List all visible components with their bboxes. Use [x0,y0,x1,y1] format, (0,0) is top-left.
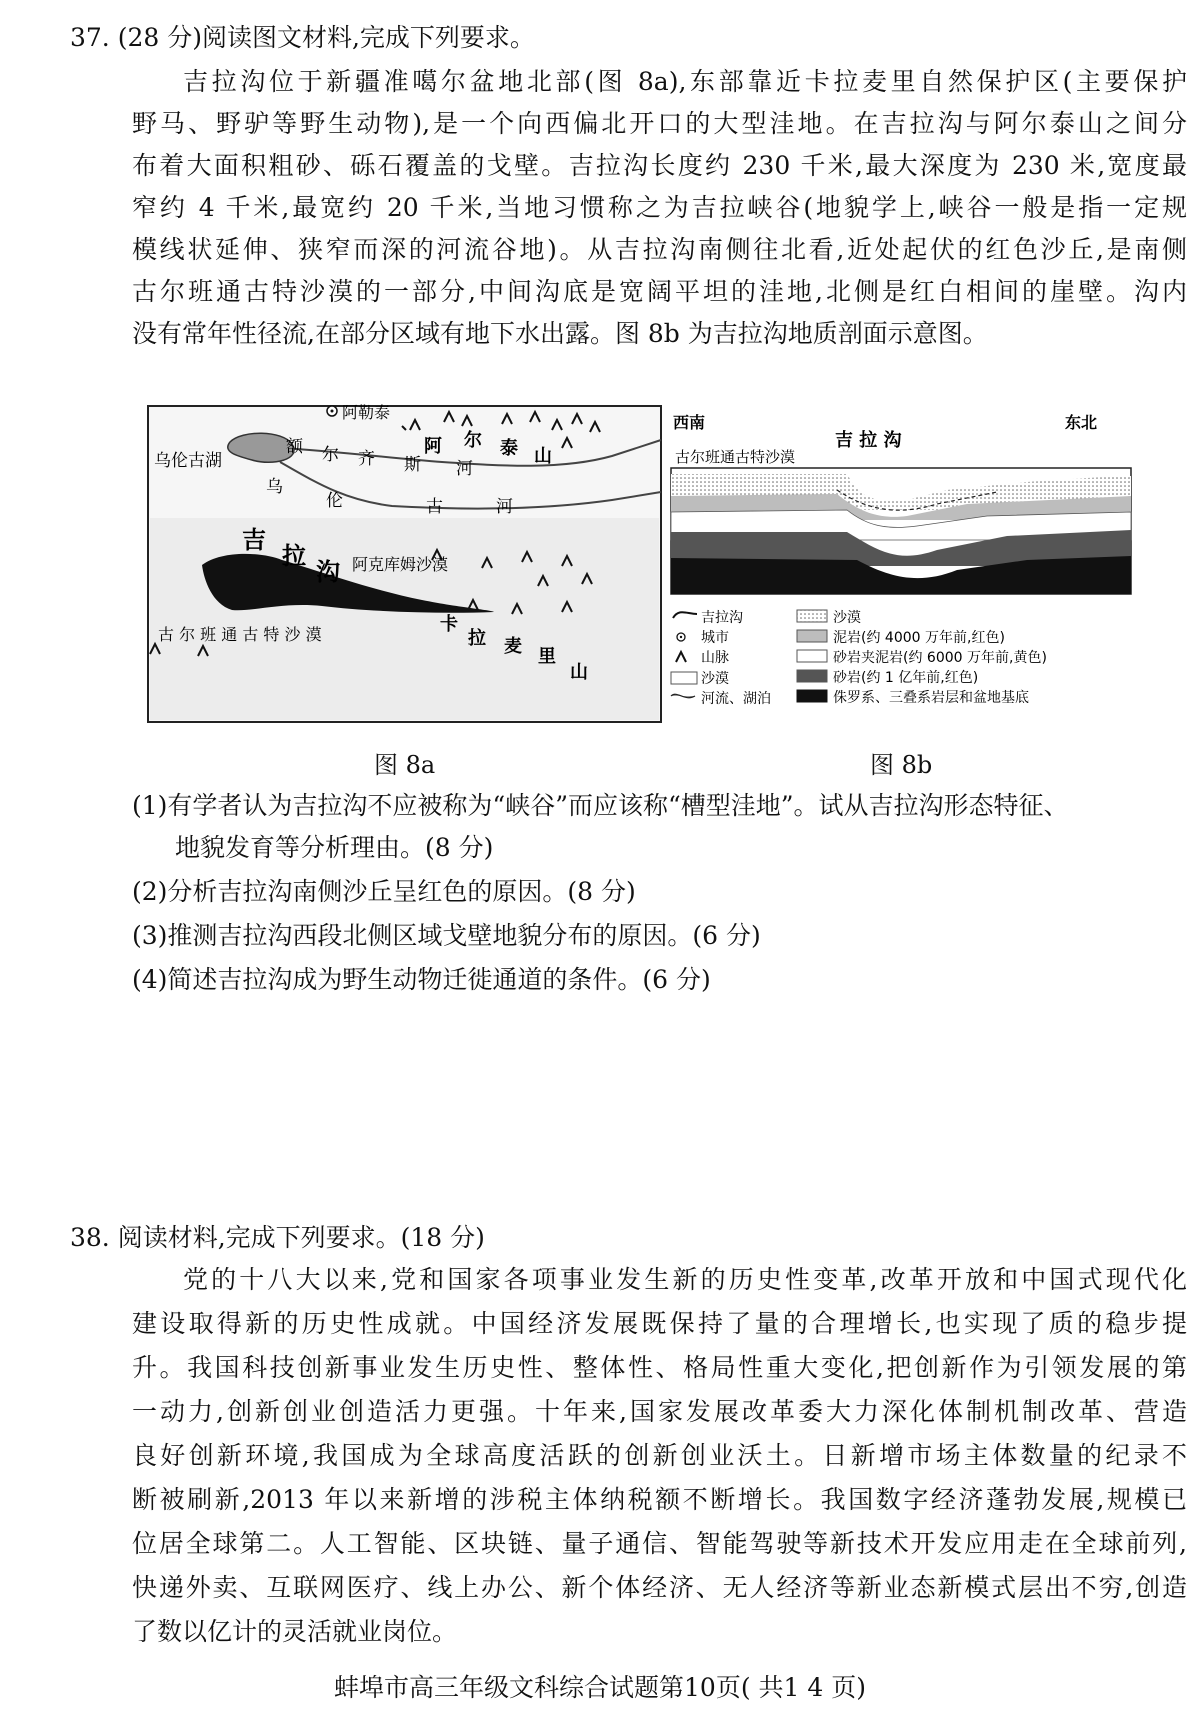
label-erqisi: 额 [286,437,303,457]
question-38-heading: 38. 阅读材料,完成下列要求。(18 分) [70,1223,485,1252]
q38-paragraph-line: 断被刷新,2013 年以来新增的涉税主体纳税额不断增长。我国数字经济蓬勃发展,规模已 [132,1485,1187,1514]
q37-subquestion: 地貌发育等分析理由。(8 分) [175,833,494,862]
label-wulungu-lake: 乌伦古湖 [154,451,222,471]
q38-paragraph-line: 一动力,创新创业创造活力更强。十年来,国家发展改革委大力深化体制机制改革、营造 [132,1397,1187,1426]
legend-river-lake-icon [671,694,695,697]
desert-area [150,518,659,720]
figure-8b-caption: 图 8b [870,751,933,779]
q37-subquestion: (2)分析吉拉沟南侧沙丘呈红色的原因。(8 分) [132,877,636,906]
q37-paragraph-line: 模线状延伸、狭窄而深的河流谷地)。从吉拉沟南侧往北看,近处起伏的红色沙丘,是南侧 [132,235,1187,264]
q38-paragraph-line: 了数以亿计的灵活就业岗位。 [132,1617,458,1646]
legend-sandstone: 砂岩(约 1 亿年前,红色) [833,670,979,686]
legend [671,609,1047,707]
figure-8b-profile [667,400,1142,730]
legend-sand: 沙漠 [833,610,861,626]
figure-8a-caption: 图 8a [374,751,436,779]
label-jilagou-profile: 吉 拉 沟 [835,430,902,451]
q38-paragraph-line: 快递外卖、互联网医疗、线上办公、新个体经济、无人经济等新业态新模式层出不穷,创造 [132,1573,1187,1602]
legend-jilagou-icon [673,612,697,618]
label-erqisi: 斯 [404,455,421,475]
label-kalamaili: 里 [538,646,556,667]
label-aletai: 阿勒泰 [342,403,391,422]
q38-paragraph-line: 位居全球第二。人工智能、区块链、量子通信、智能驾驶等新技术开发应用走在全球前列, [132,1529,1187,1558]
legend-sand-icon [797,610,827,622]
label-erqisi: 尔 [322,445,339,465]
q37-paragraph-line: 窄约 4 千米,最宽约 20 千米,当地习惯称之为吉拉峡谷(地貌学上,峡谷一般是指一定规 [132,193,1187,222]
q37-paragraph-line: 吉拉沟位于新疆准噶尔盆地北部(图 8a),东部靠近卡拉麦里自然保护区(主要保护 [183,67,1187,96]
label-altai: 阿 [424,436,442,457]
label-wulungu-river: 古 [426,497,443,517]
label-desert-profile: 古尔班通古特沙漠 [675,448,796,466]
q38-paragraph-line: 建设取得新的历史性成就。中国经济发展既保持了量的合理增长,也实现了质的稳步提 [132,1309,1187,1338]
q37-subquestion: (4)简述吉拉沟成为野生动物迁徙通道的条件。(6 分) [132,965,711,994]
label-erqisi: 河 [456,459,473,479]
legend-mudstone: 泥岩(约 4000 万年前,红色) [833,630,1005,646]
label-jilagou: 沟 [316,558,340,586]
legend-jurassic: 侏罗系、三叠系岩层和盆地基底 [833,690,1029,706]
label-akekumu: 阿克库姆沙漠 [352,555,449,574]
legend-mudstone-icon [797,630,827,642]
city-icon-dot [331,410,334,413]
q37-paragraph-line: 野马、野驴等野生动物),是一个向西偏北开口的大型洼地。在吉拉沟与阿尔泰山之间分 [132,109,1187,138]
legend-jurassic-icon [797,690,827,702]
label-wulungu-river: 河 [496,497,513,517]
q37-subquestion: (3)推测吉拉沟西段北侧区域戈壁地貌分布的原因。(6 分) [132,921,761,950]
legend-desert: 沙漠 [701,671,729,687]
label-erqisi: 齐 [358,449,375,469]
legend-mountain: 山脉 [701,650,729,666]
figure-8a-map [142,400,667,730]
legend-city: 城市 [701,630,729,646]
q38-paragraph-line: 升。我国科技创新事业发生历史性、整体性、格局性重大变化,把创新作为引领发展的第 [132,1353,1187,1382]
page-footer: 蚌埠市高三年级文科综合试题第10页( 共1 4 页) [334,1673,866,1702]
legend-city-icon-dot [680,636,682,638]
legend-river-lake: 河流、湖泊 [701,691,771,707]
label-wulungu-river: 乌 [266,477,283,497]
label-kalamaili: 拉 [468,628,486,649]
label-southwest: 西南 [673,413,706,432]
legend-mountain-icon [676,652,686,662]
label-altai: 泰 [500,438,518,459]
legend-jilagou: 吉拉沟 [701,610,743,626]
q37-subquestion: (1)有学者认为吉拉沟不应被称为“峡谷”而应该称“槽型洼地”。试从吉拉沟形态特征、 [132,791,1069,820]
q38-paragraph-line: 良好创新环境,我国成为全球高度活跃的创新创业沃土。日新增市场主体数量的纪录不 [132,1441,1187,1470]
label-altai: 尔 [464,430,482,451]
q37-paragraph-line: 没有常年性径流,在部分区域有地下水出露。图 8b 为吉拉沟地质剖面示意图。 [132,319,988,348]
question-37-heading: 37. (28 分)阅读图文材料,完成下列要求。 [70,23,535,52]
q38-paragraph-line: 党的十八大以来,党和国家各项事业发生新的历史性变革,改革开放和中国式现代化 [183,1265,1187,1294]
label-jilagou: 拉 [282,542,306,570]
label-northeast: 东北 [1065,413,1098,432]
label-kalamaili: 山 [570,662,588,683]
label-kalamaili: 卡 [440,614,458,635]
label-jilagou: 吉 [242,526,266,554]
label-wulungu-river: 伦 [326,491,343,511]
legend-sandstone-mud: 砂岩夹泥岩(约 6000 万年前,黄色) [833,650,1047,666]
label-kalamaili: 麦 [504,636,522,657]
legend-sandstone-icon [797,670,827,682]
label-altai: 山 [534,446,552,467]
q37-paragraph-line: 布着大面积粗砂、砾石覆盖的戈壁。吉拉沟长度约 230 千米,最大深度为 230 米,宽度最 [132,151,1187,180]
label-gurbantunggut: 古 尔 班 通 古 特 沙 漠 [158,625,322,644]
q37-paragraph-line: 古尔班通古特沙漠的一部分,中间沟底是宽阔平坦的洼地,北侧是红白相间的崖壁。沟内 [132,277,1187,306]
legend-sandstone-mud-icon [797,650,827,662]
legend-desert-icon [671,672,697,684]
